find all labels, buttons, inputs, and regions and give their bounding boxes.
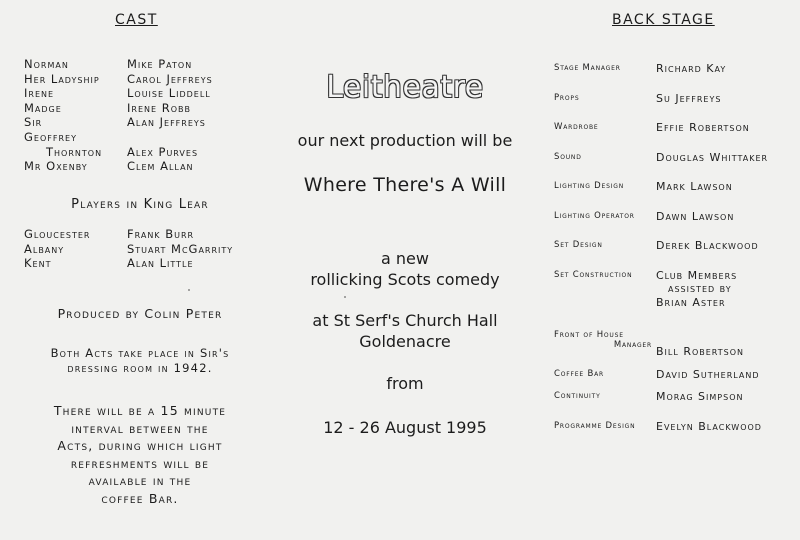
crew-row	[554, 361, 768, 391]
crew-name: Richard Kay	[656, 62, 727, 75]
player-role: Kent	[24, 256, 52, 271]
cast-row	[24, 145, 213, 160]
interval-line: coffee Bar.	[101, 490, 179, 506]
description-line: a new	[381, 249, 429, 268]
crew-role: Set Construction	[554, 269, 633, 280]
cast-role: Thornton	[46, 144, 103, 159]
crew-list	[554, 62, 768, 449]
crew-name	[656, 269, 768, 323]
description-line: rollicking Scots comedy	[310, 270, 500, 289]
cast-actor: Alex Purves	[127, 144, 199, 159]
crew-row	[554, 62, 768, 92]
player-role: Gloucester	[24, 227, 91, 241]
player-row	[24, 256, 233, 271]
player-row	[24, 227, 233, 242]
interval-line: available in the	[88, 473, 192, 489]
setting-line: Both Acts take place in Sir's	[50, 346, 230, 360]
venue	[280, 310, 530, 352]
crew-name: Morag Simpson	[656, 390, 744, 403]
interval-line: Acts, during which light	[57, 438, 223, 454]
crew-name: Su Jeffreys	[656, 91, 722, 105]
cast-list	[24, 57, 213, 174]
speck-mark	[344, 296, 346, 298]
crew-role: Stage Manager	[554, 63, 621, 73]
crew-row	[554, 390, 768, 420]
cast-row	[24, 115, 213, 130]
crew-name: Mark Lawson	[656, 180, 733, 193]
crew-role: Continuity	[554, 391, 601, 401]
crew-name: Effie Robertson	[656, 121, 750, 134]
from-label: from	[386, 374, 424, 393]
cast-role: Geoffrey	[24, 129, 77, 144]
crew-row	[554, 323, 768, 361]
cast-row	[24, 130, 213, 145]
crew-role	[554, 323, 656, 361]
crew-row	[554, 180, 768, 210]
players-list	[24, 227, 233, 271]
cast-actor: Carol Jeffreys	[127, 71, 213, 86]
production-title: Where There's A Will	[303, 174, 507, 196]
crew-name: David Sutherland	[656, 367, 760, 381]
production-description	[280, 248, 530, 290]
speck-mark	[188, 289, 190, 291]
player-actor: Frank Burr	[127, 227, 195, 241]
cast-role: Mr Oxenby	[24, 159, 88, 174]
crew-name: Douglas Whittaker	[656, 150, 769, 164]
crew-row	[554, 121, 768, 151]
leitheatre-logo: Leitheatre	[326, 70, 484, 105]
cast-heading: CAST	[115, 12, 158, 28]
crew-row	[554, 239, 768, 269]
cast-role: Madge	[24, 100, 62, 115]
interval-note	[0, 402, 280, 508]
player-role: Albany	[24, 241, 65, 256]
cast-role: Her Ladyship	[24, 71, 100, 86]
crew-name: Derek Blackwood	[656, 239, 759, 252]
crew-row	[554, 151, 768, 181]
player-actor: Alan Little	[127, 256, 194, 271]
crew-role: Lighting Operator	[554, 210, 635, 221]
cast-role: Norman	[24, 57, 69, 71]
crew-row	[554, 420, 768, 450]
crew-role: Wardrobe	[554, 122, 599, 132]
backstage-heading: BACK STAGE	[612, 12, 715, 28]
cast-actor: Alan Jeffreys	[127, 115, 206, 130]
interval-line: There will be a 15 minute	[53, 403, 227, 418]
cast-actor: Louise Liddell	[127, 86, 211, 101]
cast-role: Sir	[24, 115, 43, 130]
crew-role: Lighting Design	[554, 181, 624, 191]
crew-name: Dawn Lawson	[656, 209, 735, 223]
crew-name: Bill Robertson	[656, 345, 745, 358]
cast-row	[24, 86, 213, 101]
setting-line: dressing room in 1942.	[67, 361, 213, 375]
cast-row	[24, 57, 213, 72]
interval-line: interval between the	[71, 420, 209, 436]
crew-row	[554, 210, 768, 240]
cast-row	[24, 101, 213, 116]
crew-role: Set Design	[554, 240, 603, 250]
crew-role: Coffee Bar	[554, 368, 604, 379]
cast-role: Irene	[24, 86, 55, 101]
interval-line: refreshments will be	[70, 455, 210, 471]
crew-row	[554, 269, 768, 323]
crew-name-line: assisted by	[668, 282, 732, 295]
players-heading: Players in King Lear	[71, 197, 209, 212]
produced-by: Produced by Colin Peter	[57, 306, 223, 321]
venue-line: Goldenacre	[359, 332, 451, 351]
setting-note	[0, 346, 280, 376]
crew-role-line: Front of House	[554, 329, 624, 340]
crew-name-line: Brian Aster	[656, 295, 726, 309]
crew-name-line: Club Members	[656, 268, 738, 282]
player-actor: Stuart McGarrity	[127, 241, 234, 256]
intro-text: our next production will be	[297, 131, 513, 150]
cast-actor: Mike Paton	[127, 57, 193, 71]
crew-role: Sound	[554, 151, 582, 162]
crew-row	[554, 92, 768, 122]
crew-role: Props	[554, 92, 580, 103]
cast-actor	[127, 130, 213, 145]
cast-row	[24, 72, 213, 87]
cast-actor: Irene Robb	[127, 100, 191, 115]
cast-actor: Clem Allan	[127, 159, 194, 174]
player-row	[24, 242, 233, 257]
cast-row	[24, 159, 213, 174]
dates: 12 - 26 August 1995	[323, 418, 487, 437]
crew-role-line: Manager	[613, 339, 652, 350]
crew-name: Evelyn Blackwood	[656, 419, 762, 433]
venue-line: at St Serf's Church Hall	[312, 311, 498, 330]
crew-role: Programme Design	[554, 420, 636, 431]
